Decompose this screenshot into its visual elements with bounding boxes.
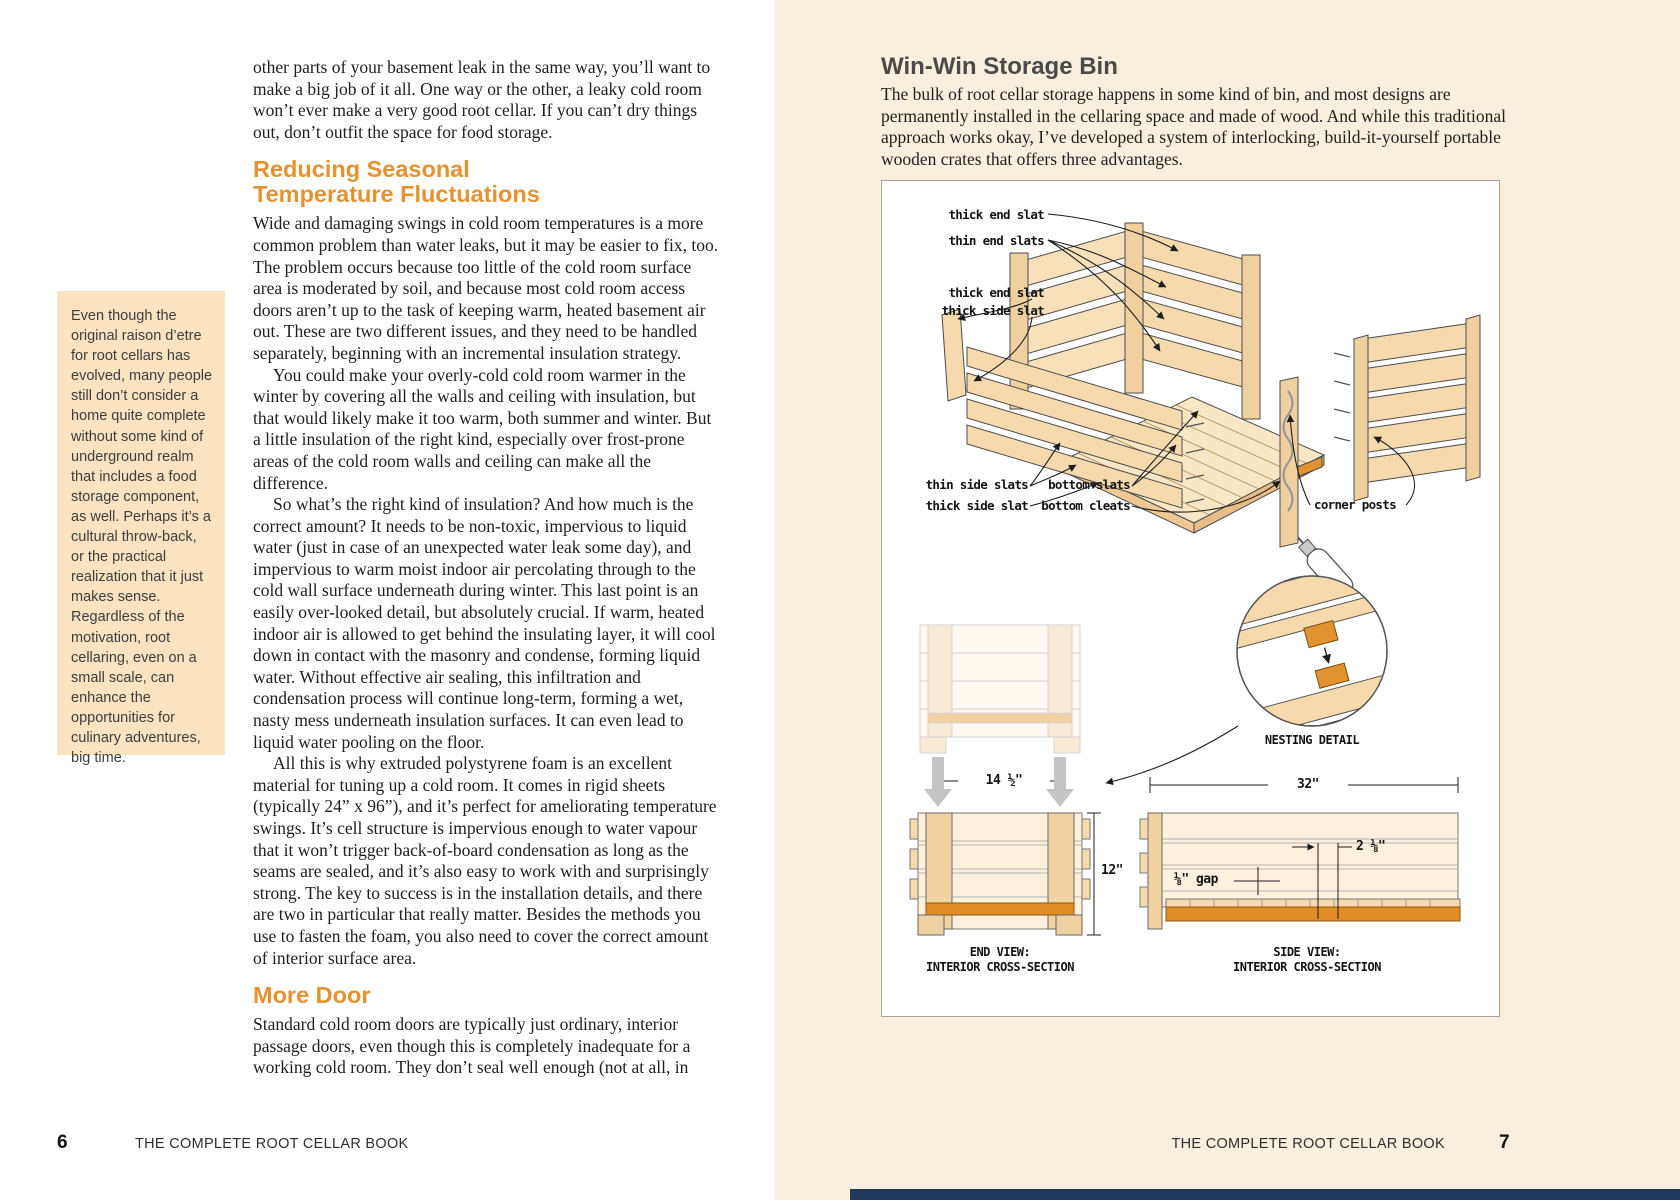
label-bottom-slats: bottom slats xyxy=(1048,477,1130,492)
page-number-left: 6 xyxy=(57,1132,68,1153)
section-heading-more-door: More Door xyxy=(253,982,371,1009)
label-thin-side-slats: thin side slats xyxy=(925,477,1028,492)
label-thick-side-slat-1: thick side slat xyxy=(941,303,1044,318)
body-paragraph: other parts of your basement leak in the same way, you’ll want to make a big job of it all. One way or the other, a leaky cold room won’t ever make a very good root cellar. If you can’t dry things out, don’t outfit the space for food storage. xyxy=(253,57,711,142)
left-page-text-column xyxy=(253,57,721,1079)
dim-side-width: 32" xyxy=(1268,777,1348,792)
sidebar-callout xyxy=(57,291,225,767)
dim-end-width: 14 ½" xyxy=(958,773,1050,788)
label-bottom-cleats: bottom cleats xyxy=(1041,498,1130,513)
caption-side-view: SIDE VIEW: INTERIOR CROSS-SECTION xyxy=(1233,945,1381,974)
caption-nesting-detail: NESTING DETAIL xyxy=(1264,733,1360,747)
running-title-left: THE COMPLETE ROOT CELLAR BOOK xyxy=(135,1136,409,1152)
end-panel-right xyxy=(1362,323,1472,483)
label-thin-end-slats: thin end slats xyxy=(948,233,1044,248)
label-thick-side-slat-2: thick side slat xyxy=(925,498,1028,513)
body-paragraph: So what’s the right kind of insulation? And how much is the correct amount? It needs to be non-toxic, impervious to liquid water (just in case of an unexpected water leak some day), and impervious to warm moist indoor air percolating through to the cold wall surface underneath during winter. This last point is an easily over-looked detail, but absolutely crucial. If warm, heated indoor air is allowed to get behind the insulating layer, it will cool down in contact with the masonry and condense, forming liquid water. Without effective air sealing, this infiltration and condensation process will continue long-term, forming a wet, nasty mess underneath insulation surfaces. It can even lead to liquid water pooling on the floor. xyxy=(253,494,716,752)
sidebar-callout-text: Even though the original raison d’etre for root cellars has evolved, many people still don’t consider a home quite complete without some kind of underground realm that includes a food storage component, as well. Perhaps it’s a cultural throw-back, or the practical realization that it just makes sense. Regardless of the motivation, root cellaring, even on a small scale, can enhance the opportunities for culinary adventures, big time. xyxy=(71,308,213,767)
exploded-crate xyxy=(942,223,1480,601)
page-number-right: 7 xyxy=(1499,1132,1510,1153)
dim-end-height: 12" xyxy=(1101,863,1123,878)
label-thick-end-slat-1: thick end slat xyxy=(948,207,1044,222)
body-paragraph: Wide and damaging swings in cold room temperatures is a more common problem than water leaks, but it may be easier to fix, too. The problem occurs because too little of the cold room surface area is moderated by soil, and because most cold room access doors aren’t up to the task of keeping warm, heated basement air out. These are two different issues, and they need to be handled separately, beginning with an incremental insulation strategy. xyxy=(253,213,719,363)
body-paragraph: All this is why extruded polystyrene foam is an excellent material for tuning up a cold room. It comes in rigid sheets (typically 24” x 96”), and it’s perfect for ameliorating temperature swings. It’s cell structure is impervious enough to water vapour that it won’t trigger back-of-board condensation as long as the seams are sealed, and it’s also easy to work with and surprisingly strong. The key to success is in the installation details, and there are two in particular that really matter. Besides the methods you use to fasten the foam, you also need to cover the correct amount of interior surface area. xyxy=(253,753,717,968)
body-paragraph: Standard cold room doors are typically just ordinary, interior passage doors, even though this is completely inadequate for a working cold room. They don’t seal well enough (not at all, in xyxy=(253,1014,691,1078)
lone-slat xyxy=(942,309,966,401)
body-paragraph: You could make your overly-cold cold room warmer in the winter by covering all the walls and ceiling with insulation, but that would likely make it too warm, both summer and winter. But a little insulation of the right kind, especially over frost-prone areas of the cold room walls and ceiling can make all the difference. xyxy=(253,364,712,493)
dim-slat-spacing: 2 ⅛" xyxy=(1356,839,1386,854)
label-thick-end-slat-2: thick end slat xyxy=(948,285,1044,300)
bottom-accent-bar xyxy=(850,1189,1680,1200)
screws-right-panel xyxy=(1334,353,1350,441)
caption-end-view: END VIEW: INTERIOR CROSS-SECTION xyxy=(926,945,1074,974)
storage-bin-figure xyxy=(881,180,1500,1017)
side-view-drawing xyxy=(1140,777,1460,929)
dim-gap: ⅛" gap xyxy=(1174,872,1218,887)
right-page-intro xyxy=(881,84,1506,170)
page-title: Win-Win Storage Bin xyxy=(881,53,1118,80)
section-heading-reducing: Reducing Seasonal Temperature Fluctuations xyxy=(253,156,540,208)
running-title-right: THE COMPLETE ROOT CELLAR BOOK xyxy=(1171,1136,1445,1152)
intro-paragraph: The bulk of root cellar storage happens in some kind of bin, and most designs are permanently installed in the cellaring space and made of wood. And while this traditional approach works okay, I’ve developed a system of interlocking, build-it-yourself portable wooden crates that offers three advantages. xyxy=(881,84,1506,169)
label-corner-posts: corner posts xyxy=(1314,497,1396,512)
